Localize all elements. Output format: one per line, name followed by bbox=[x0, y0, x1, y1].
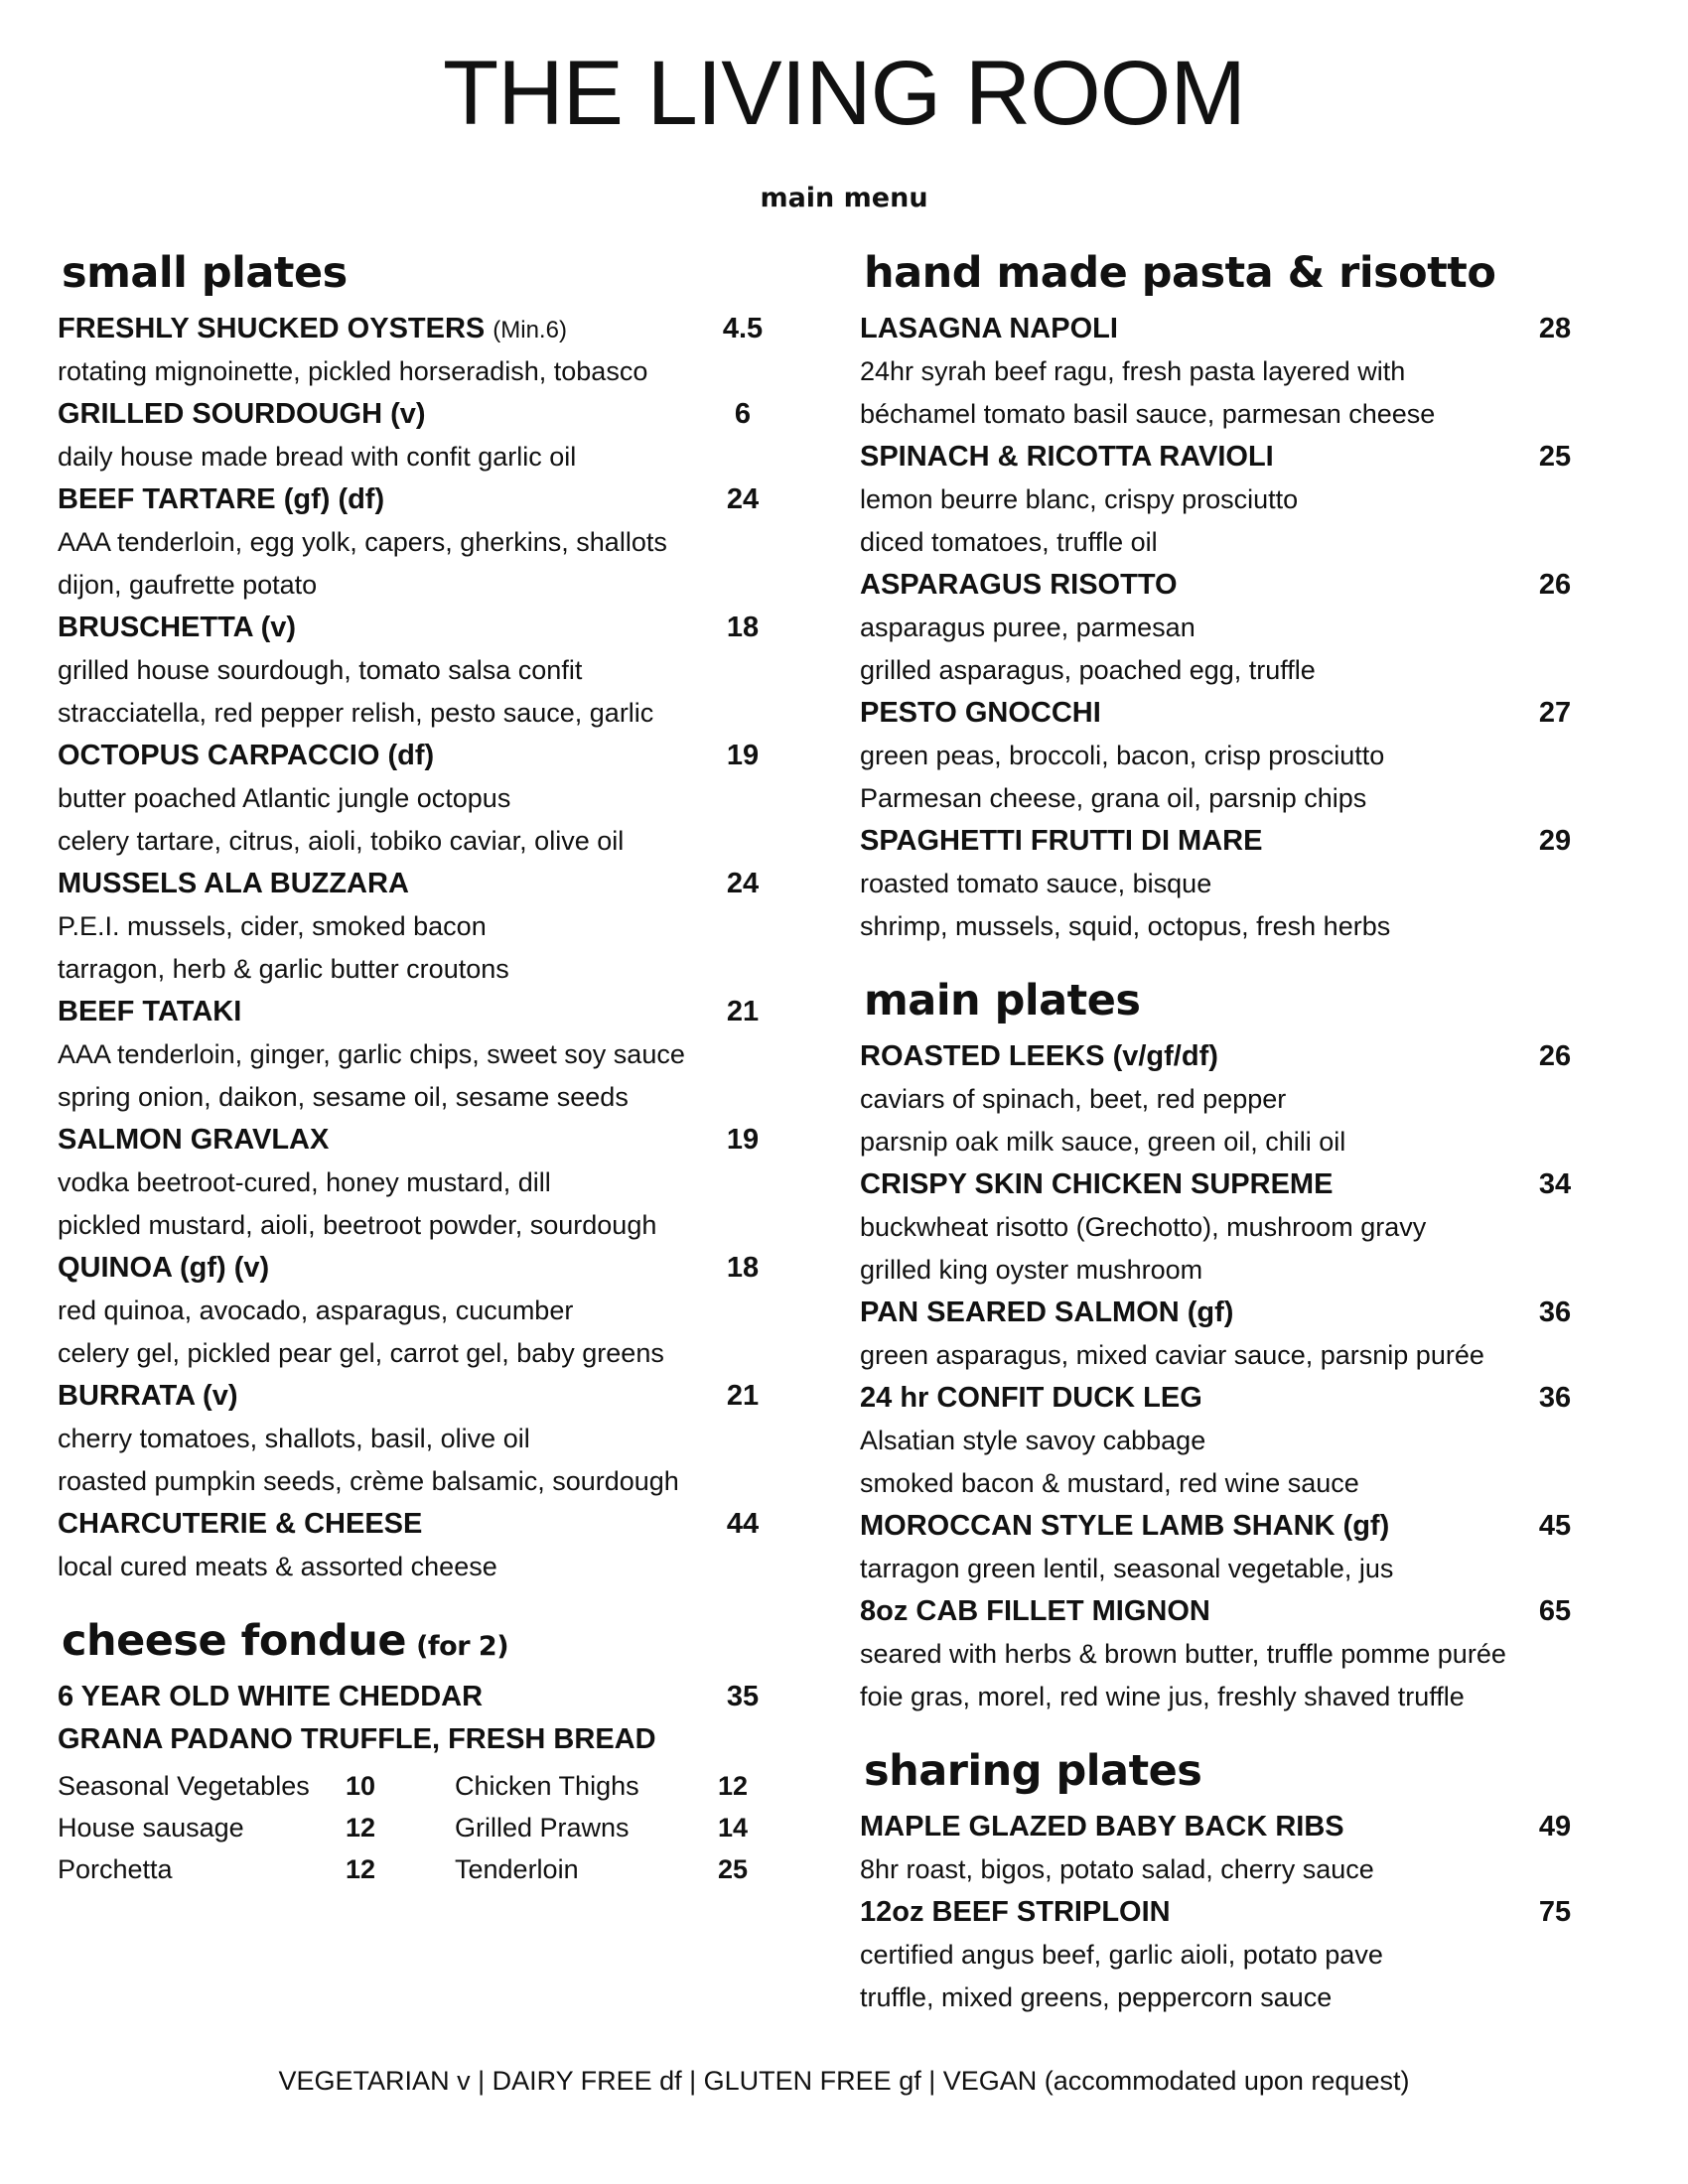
menu-item bbox=[58, 393, 782, 436]
menu-item bbox=[860, 308, 1595, 350]
menu-item-description: certified angus beef, garlic aioli, potato pave bbox=[860, 1940, 1383, 1970]
menu-item bbox=[860, 1806, 1595, 1848]
menu-item bbox=[860, 1035, 1595, 1078]
menu-item-name-wrap bbox=[860, 1042, 1218, 1071]
section-heading-text: cheese fondue bbox=[62, 1615, 407, 1666]
menu-item bbox=[860, 1505, 1595, 1548]
menu-item-name-wrap bbox=[860, 1170, 1333, 1199]
menu-item-description: cherry tomatoes, shallots, basil, olive oil bbox=[58, 1424, 530, 1453]
menu-item-name: CRISPY SKIN CHICKEN SUPREME bbox=[860, 1168, 1334, 1200]
menu-item bbox=[860, 820, 1595, 863]
menu-item-name: PESTO GNOCCHI bbox=[860, 697, 1101, 729]
menu-subtitle: main menu bbox=[760, 183, 928, 213]
addon-name: Tenderloin bbox=[455, 1853, 579, 1884]
menu-item-description: seared with herbs & brown butter, truffle pomme purée bbox=[860, 1639, 1506, 1669]
menu-item bbox=[860, 1891, 1595, 1934]
menu-item-price: 18 bbox=[726, 1252, 760, 1284]
menu-item-description: celery gel, pickled pear gel, carrot gel, baby greens bbox=[58, 1338, 664, 1368]
menu-item-price: 75 bbox=[1538, 1896, 1572, 1928]
addon-name: Porchetta bbox=[58, 1853, 173, 1884]
addon-name: House sausage bbox=[58, 1812, 244, 1843]
fondue-addons bbox=[58, 1765, 782, 1890]
menu-item-note: (Min.6) bbox=[492, 317, 567, 343]
menu-item-description: daily house made bread with confit garlic oil bbox=[58, 442, 577, 472]
menu-item-name-wrap bbox=[58, 485, 384, 514]
menu-item bbox=[58, 1119, 782, 1161]
menu-item-name-wrap bbox=[58, 315, 567, 343]
menu-item-description: celery tartare, citrus, aioli, tobiko caviar, olive oil bbox=[58, 826, 625, 856]
menu-item-name-wrap bbox=[860, 443, 1274, 472]
menu-item-price: 36 bbox=[1538, 1297, 1572, 1328]
section-heading bbox=[62, 248, 782, 298]
menu-item-name-wrap bbox=[860, 1512, 1389, 1541]
menu-item-name: OCTOPUS CARPACCIO (df) bbox=[58, 740, 435, 771]
addon-price: 12 bbox=[346, 1812, 376, 1843]
menu-item-name: BRUSCHETTA (v) bbox=[58, 612, 297, 643]
menu-item-price: 25 bbox=[1538, 441, 1572, 473]
menu-item-description: 24hr syrah beef ragu, fresh pasta layered with bbox=[860, 356, 1406, 386]
menu-item-name-wrap bbox=[860, 1597, 1210, 1626]
menu-item-description: parsnip oak milk sauce, green oil, chili oil bbox=[860, 1127, 1346, 1157]
menu-item bbox=[58, 1247, 782, 1290]
left-column bbox=[58, 248, 782, 1918]
menu-item-description: foie gras, morel, red wine jus, freshly shaved truffle bbox=[860, 1682, 1465, 1711]
addon-row bbox=[58, 1807, 782, 1848]
menu-item-name-wrap bbox=[58, 614, 296, 642]
menu-item-name: BEEF TARTARE (gf) (df) bbox=[58, 483, 385, 515]
section-heading-text: hand made pasta & risotto bbox=[864, 247, 1496, 298]
menu-item bbox=[58, 735, 782, 777]
menu-item-list bbox=[860, 308, 1595, 948]
menu-item bbox=[860, 1377, 1595, 1420]
section-heading-text: main plates bbox=[864, 975, 1141, 1025]
menu-item-description: buckwheat risotto (Grechotto), mushroom gravy bbox=[860, 1212, 1427, 1242]
section-heading-text: small plates bbox=[62, 247, 348, 298]
addon-name: Grilled Prawns bbox=[455, 1812, 630, 1843]
menu-item bbox=[860, 564, 1595, 607]
menu-item-description: grilled house sourdough, tomato salsa confit bbox=[58, 655, 583, 685]
menu-item-description: red quinoa, avocado, asparagus, cucumber bbox=[58, 1296, 574, 1325]
menu-item-name: 6 YEAR OLD WHITE CHEDDAR bbox=[58, 1681, 484, 1712]
menu-item-name: BEEF TATAKI bbox=[58, 996, 242, 1027]
menu-item-description: lemon beurre blanc, crispy prosciutto bbox=[860, 484, 1299, 514]
menu-item-description: truffle, mixed greens, peppercorn sauce bbox=[860, 1982, 1333, 2012]
menu-item-name-wrap bbox=[860, 827, 1262, 856]
menu-item-name-wrap bbox=[860, 1384, 1202, 1413]
section-heading bbox=[62, 1616, 782, 1666]
menu-item-description: shrimp, mussels, squid, octopus, fresh herbs bbox=[860, 911, 1391, 941]
menu-item-description: Alsatian style savoy cabbage bbox=[860, 1426, 1206, 1455]
menu-item-price: 29 bbox=[1538, 825, 1572, 857]
menu-item-price: 28 bbox=[1538, 313, 1572, 344]
menu-item-description: asparagus puree, parmesan bbox=[860, 613, 1196, 642]
menu-item-name-wrap bbox=[860, 1813, 1344, 1842]
menu-item-name-wrap bbox=[58, 1126, 329, 1155]
menu-item-list bbox=[860, 1035, 1595, 1718]
menu-item-name-wrap bbox=[860, 1898, 1171, 1927]
menu-item-description: roasted pumpkin seeds, crème balsamic, sourdough bbox=[58, 1466, 679, 1496]
section-cheese-fondue bbox=[58, 1616, 782, 1890]
menu-item-name: 24 hr CONFIT DUCK LEG bbox=[860, 1382, 1202, 1414]
menu-item-name: ASPARAGUS RISOTTO bbox=[860, 569, 1178, 601]
menu-item-price: 65 bbox=[1538, 1595, 1572, 1627]
menu-item-name: 12oz BEEF STRIPLOIN bbox=[860, 1896, 1171, 1928]
addon-row bbox=[58, 1848, 782, 1890]
menu-item bbox=[58, 607, 782, 649]
section-heading-note: (for 2) bbox=[416, 1630, 509, 1662]
menu-item-list bbox=[860, 1806, 1595, 2019]
menu-item-description: AAA tenderloin, egg yolk, capers, gherkins, shallots bbox=[58, 527, 667, 557]
menu-item-price: 34 bbox=[1538, 1168, 1572, 1200]
menu-item-name-wrap bbox=[58, 998, 241, 1026]
menu-item-name-wrap bbox=[860, 571, 1178, 600]
menu-item bbox=[58, 1503, 782, 1546]
menu-item-description: butter poached Atlantic jungle octopus bbox=[58, 783, 511, 813]
menu-item-description: green asparagus, mixed caviar sauce, parsnip purée bbox=[860, 1340, 1484, 1370]
menu-item-description: rotating mignoinette, pickled horseradish, tobasco bbox=[58, 356, 648, 386]
menu-item-description: tarragon green lentil, seasonal vegetable, jus bbox=[860, 1554, 1394, 1583]
menu-item-price: 45 bbox=[1538, 1510, 1572, 1542]
menu-item bbox=[860, 1163, 1595, 1206]
menu-item-price: 26 bbox=[1538, 1040, 1572, 1072]
menu-item-name-wrap bbox=[860, 1298, 1233, 1327]
menu-item-price: 4.5 bbox=[722, 313, 764, 344]
menu-item-name: PAN SEARED SALMON (gf) bbox=[860, 1297, 1234, 1328]
restaurant-title: THE LIVING ROOM bbox=[443, 43, 1245, 144]
menu-item-price: 21 bbox=[726, 996, 760, 1027]
menu-item-price: 6 bbox=[734, 398, 752, 430]
menu-item-name: GRANA PADANO TRUFFLE, FRESH BREAD bbox=[58, 1723, 656, 1755]
menu-item bbox=[860, 1590, 1595, 1633]
menu-item-name-wrap bbox=[860, 699, 1101, 728]
menu-item-description: diced tomatoes, truffle oil bbox=[860, 527, 1158, 557]
menu-item bbox=[860, 692, 1595, 735]
menu-item-name: SPAGHETTI FRUTTI DI MARE bbox=[860, 825, 1263, 857]
menu-item-price: 24 bbox=[726, 483, 760, 515]
menu-item-description: caviars of spinach, beet, red pepper bbox=[860, 1084, 1287, 1114]
section-heading bbox=[864, 1746, 1595, 1796]
menu-item-name: FRESHLY SHUCKED OYSTERS bbox=[58, 313, 486, 344]
menu-item-description: béchamel tomato basil sauce, parmesan cheese bbox=[860, 399, 1436, 429]
section-heading bbox=[864, 976, 1595, 1025]
menu-item-name-wrap bbox=[58, 1382, 238, 1411]
menu-item-price: 26 bbox=[1538, 569, 1572, 601]
menu-item-name: LASAGNA NAPOLI bbox=[860, 313, 1118, 344]
menu-item-description: smoked bacon & mustard, red wine sauce bbox=[860, 1468, 1359, 1498]
section-pasta-risotto bbox=[860, 248, 1595, 948]
menu-item-price: 49 bbox=[1538, 1811, 1572, 1843]
menu-item-description: grilled king oyster mushroom bbox=[860, 1255, 1203, 1285]
menu-item-description: AAA tenderloin, ginger, garlic chips, sweet soy sauce bbox=[58, 1039, 685, 1069]
menu-item-name: CHARCUTERIE & CHEESE bbox=[58, 1508, 423, 1540]
menu-item-name: MUSSELS ALA BUZZARA bbox=[58, 868, 409, 899]
menu-item-price: 27 bbox=[1538, 697, 1572, 729]
menu-item-description: vodka beetroot-cured, honey mustard, dill bbox=[58, 1167, 551, 1197]
menu-item-price: 36 bbox=[1538, 1382, 1572, 1414]
menu-item bbox=[58, 308, 782, 350]
addon-name: Seasonal Vegetables bbox=[58, 1770, 310, 1801]
menu-item-price: 24 bbox=[726, 868, 760, 899]
menu-item-name-wrap bbox=[58, 1510, 422, 1539]
menu-item-description: tarragon, herb & garlic butter croutons bbox=[58, 954, 509, 984]
menu-item-name-wrap bbox=[860, 315, 1118, 343]
menu-item-price: 18 bbox=[726, 612, 760, 643]
menu-item bbox=[58, 991, 782, 1033]
menu-item-name: MAPLE GLAZED BABY BACK RIBS bbox=[860, 1811, 1344, 1843]
menu-item-description: P.E.I. mussels, cider, smoked bacon bbox=[58, 911, 487, 941]
menu-item-name: QUINOA (gf) (v) bbox=[58, 1252, 270, 1284]
menu-item-description: Parmesan cheese, grana oil, parsnip chips bbox=[860, 783, 1367, 813]
menu-item bbox=[860, 436, 1595, 478]
menu-item-description: local cured meats & assorted cheese bbox=[58, 1552, 497, 1581]
section-heading bbox=[864, 248, 1595, 298]
menu-item bbox=[860, 1292, 1595, 1334]
menu-item-name: SPINACH & RICOTTA RAVIOLI bbox=[860, 441, 1274, 473]
menu-item-price: 35 bbox=[726, 1681, 760, 1712]
menu-item-name: 8oz CAB FILLET MIGNON bbox=[860, 1595, 1210, 1627]
menu-item-list bbox=[58, 308, 782, 1588]
menu-item-name: MOROCCAN STYLE LAMB SHANK (gf) bbox=[860, 1510, 1390, 1542]
menu-item-price: 21 bbox=[726, 1380, 760, 1412]
menu-item-description: green peas, broccoli, bacon, crisp prosciutto bbox=[860, 741, 1385, 770]
menu-item bbox=[58, 1375, 782, 1418]
menu-item bbox=[58, 1676, 782, 1718]
addon-name: Chicken Thighs bbox=[455, 1770, 639, 1801]
menu-item-name-wrap bbox=[58, 870, 409, 898]
menu-item-name: SALMON GRAVLAX bbox=[58, 1124, 330, 1156]
section-small-plates bbox=[58, 248, 782, 1588]
menu-item-name: BURRATA (v) bbox=[58, 1380, 238, 1412]
menu-item-description: grilled asparagus, poached egg, truffle bbox=[860, 655, 1316, 685]
section-heading-text: sharing plates bbox=[864, 1745, 1202, 1796]
menu-item-price: 19 bbox=[726, 740, 760, 771]
menu-item-description: roasted tomato sauce, bisque bbox=[860, 869, 1212, 898]
menu-item bbox=[58, 1718, 782, 1761]
addon-price: 12 bbox=[346, 1853, 376, 1884]
menu-item-description: stracciatella, red pepper relish, pesto sauce, garlic bbox=[58, 698, 654, 728]
right-column bbox=[860, 248, 1595, 2047]
addon-price: 14 bbox=[717, 1812, 749, 1843]
menu-item-name: GRILLED SOURDOUGH (v) bbox=[58, 398, 426, 430]
menu-item-name-wrap bbox=[58, 742, 434, 770]
menu-item-name: ROASTED LEEKS (v/gf/df) bbox=[860, 1040, 1218, 1072]
menu-item-name-wrap bbox=[58, 400, 426, 429]
menu-item-description: spring onion, daikon, sesame oil, sesame seeds bbox=[58, 1082, 629, 1112]
section-main-plates bbox=[860, 976, 1595, 1718]
menu-item bbox=[58, 863, 782, 905]
menu-item-name-wrap bbox=[58, 1254, 269, 1283]
menu-item-description: 8hr roast, bigos, potato salad, cherry sauce bbox=[860, 1854, 1374, 1884]
section-sharing-plates bbox=[860, 1746, 1595, 2019]
menu-item-price: 44 bbox=[726, 1508, 760, 1540]
addon-price: 10 bbox=[346, 1770, 376, 1801]
menu-item-description: pickled mustard, aioli, beetroot powder, sourdough bbox=[58, 1210, 657, 1240]
dietary-legend: VEGETARIAN v | DAIRY FREE df | GLUTEN FREE gf | VEGAN (accommodated upon request) bbox=[278, 2066, 1410, 2096]
menu-item-price: 19 bbox=[726, 1124, 760, 1156]
menu-item-description: dijon, gaufrette potato bbox=[58, 570, 318, 600]
menu-item bbox=[58, 478, 782, 521]
addon-price: 25 bbox=[717, 1853, 749, 1884]
addon-price: 12 bbox=[717, 1770, 749, 1801]
addon-row bbox=[58, 1765, 782, 1807]
